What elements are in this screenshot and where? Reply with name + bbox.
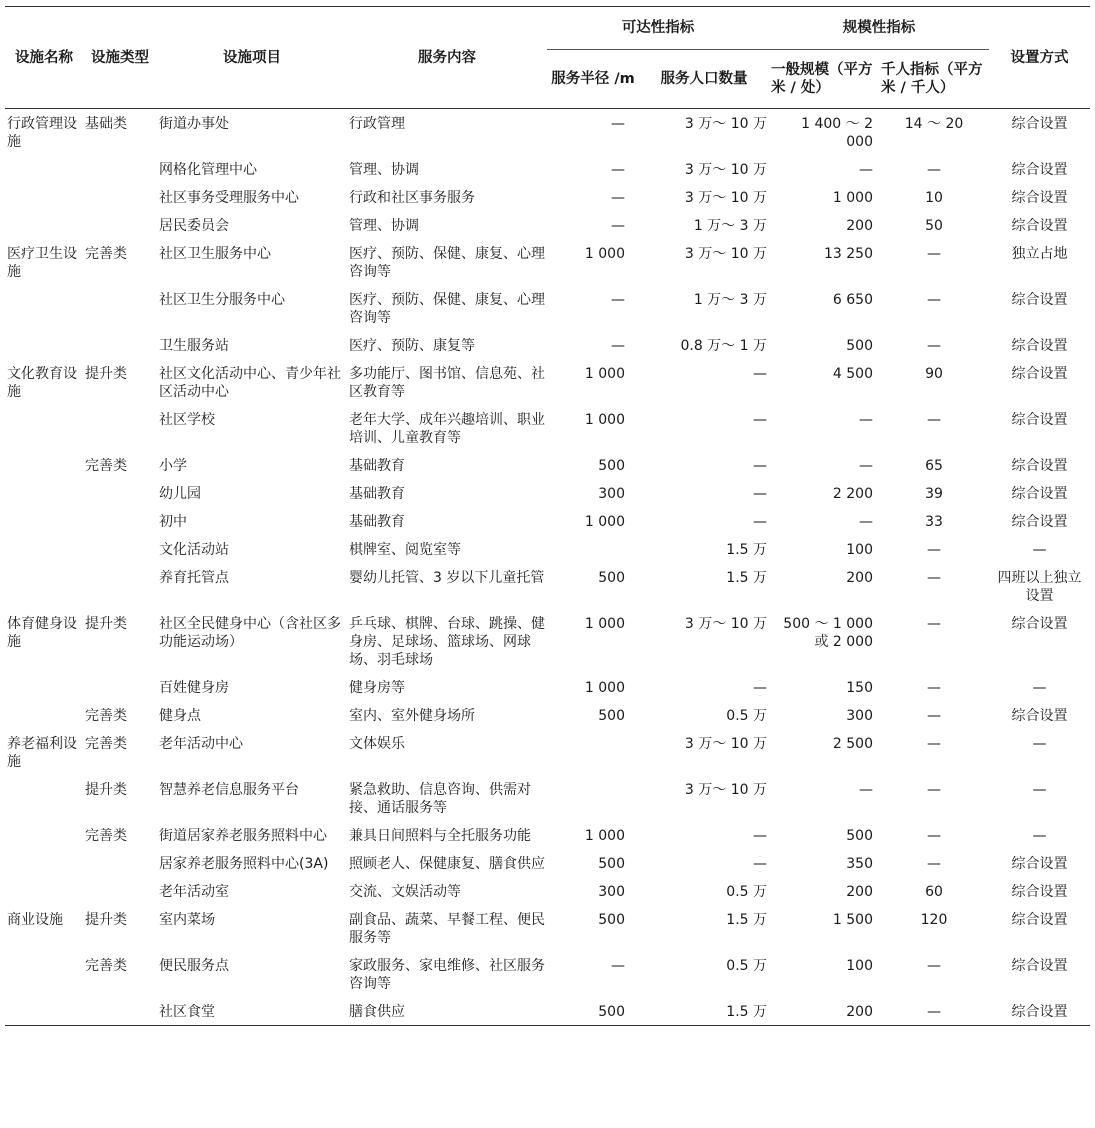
cell-facility-type: 提升类	[85, 782, 127, 798]
cell-facility-name	[5, 479, 83, 507]
cell-facility-type	[83, 507, 157, 535]
cell-service-content: 膳食供应	[347, 997, 547, 1026]
table-row	[5, 451, 1090, 479]
cell-facility-type	[83, 285, 157, 331]
cell-facility-item: 街道居家养老服务照料中心	[159, 828, 327, 844]
cell-facility-item: 文化活动站	[159, 542, 229, 558]
cell-facility-type	[83, 331, 157, 359]
cell-facility-name	[5, 183, 83, 211]
cell-service-content: 管理、协调	[349, 162, 419, 178]
table-row	[5, 775, 1090, 821]
cell-facility-item: 老年活动室	[159, 884, 229, 900]
cell-facility-type	[83, 211, 157, 239]
table-body	[5, 109, 1090, 1026]
cell-setup-method: —	[1032, 680, 1047, 696]
cell-facility-item: 社区卫生服务中心	[159, 246, 271, 262]
cell-per-thousand: —	[927, 542, 941, 558]
cell-facility-name	[5, 451, 83, 479]
cell-service-population: —	[753, 680, 767, 696]
cell-general-scale: 2 500	[832, 736, 873, 752]
cell-service-content: 行政和社区事务服务	[349, 190, 475, 206]
cell-service-radius: 1 000	[584, 412, 625, 428]
cell-facility-type	[83, 563, 157, 609]
header-name: 设施名称	[15, 49, 73, 66]
cell-service-radius: 1 000	[584, 828, 625, 844]
cell-service-population: 3 万～ 10 万	[684, 736, 767, 752]
cell-facility-type: 提升类	[85, 912, 127, 928]
cell-service-content: 管理、协调	[349, 218, 419, 234]
cell-facility-type	[83, 849, 157, 877]
table-row	[5, 359, 1090, 405]
cell-facility-item: 居民委员会	[159, 218, 229, 234]
cell-facility-name	[5, 951, 83, 997]
cell-service-population: 1 万～ 3 万	[693, 218, 767, 234]
cell-setup-method: 综合设置	[989, 997, 1090, 1026]
cell-service-population: 1.5 万	[726, 570, 767, 586]
cell-facility-type	[83, 155, 157, 183]
cell-facility-name: 行政管理设施	[7, 116, 77, 150]
table-row	[5, 673, 1090, 701]
cell-facility-item: 社区事务受理服务中心	[159, 190, 299, 206]
cell-facility-item: 社区学校	[159, 412, 215, 428]
cell-service-population: —	[753, 366, 767, 382]
cell-facility-item: 网格化管理中心	[159, 162, 257, 178]
cell-facility-item: 社区文化活动中心、青少年社区活动中心	[159, 366, 341, 400]
cell-facility-name	[5, 821, 83, 849]
cell-service-content: 婴幼儿托管、3 岁以下儿童托管	[349, 570, 545, 586]
cell-facility-name	[5, 405, 83, 451]
table-row	[5, 285, 1090, 331]
table-row	[5, 183, 1090, 211]
cell-general-scale: 200	[846, 884, 873, 900]
cell-service-population: 3 万～ 10 万	[684, 782, 767, 798]
cell-facility-item: 社区卫生分服务中心	[159, 292, 285, 308]
cell-service-population: 1.5 万	[726, 542, 767, 558]
table-row	[5, 905, 1090, 951]
cell-service-content: 医疗、预防、保健、康复、心理咨询等	[349, 292, 545, 326]
cell-service-population: —	[753, 828, 767, 844]
cell-service-radius: 500	[547, 997, 639, 1026]
cell-service-radius: 500	[598, 570, 625, 586]
cell-general-scale: 500 ～ 1 000 或 2 000	[783, 616, 873, 650]
cell-general-scale: 1 500	[832, 912, 873, 928]
cell-service-radius: —	[611, 292, 625, 308]
cell-general-scale: 4 500	[832, 366, 873, 382]
table-row	[5, 877, 1090, 905]
cell-general-scale: 13 250	[824, 246, 873, 262]
cell-per-thousand: —	[927, 412, 941, 428]
cell-general-scale: 500	[846, 338, 873, 354]
cell-per-thousand: —	[927, 570, 941, 586]
cell-service-population: —	[753, 412, 767, 428]
cell-facility-name	[5, 285, 83, 331]
cell-service-population: 0.8 万～ 1 万	[680, 338, 767, 354]
cell-setup-method: 四班以上独立设置	[997, 570, 1082, 604]
cell-service-population: 1.5 万	[639, 997, 769, 1026]
table-row	[5, 729, 1090, 775]
table-row	[5, 849, 1090, 877]
cell-setup-method: 综合设置	[1011, 218, 1068, 234]
cell-per-thousand: —	[927, 708, 941, 724]
cell-facility-name	[5, 997, 83, 1026]
cell-service-population: —	[753, 514, 767, 530]
cell-per-thousand: —	[879, 997, 989, 1026]
table-row	[5, 479, 1090, 507]
cell-setup-method: 综合设置	[1011, 958, 1068, 974]
cell-service-content: 照顾老人、保健康复、膳食供应	[349, 856, 545, 872]
cell-setup-method: 综合设置	[1011, 884, 1068, 900]
cell-facility-name	[5, 673, 83, 701]
cell-general-scale: 300	[846, 708, 873, 724]
cell-service-population: 3 万～ 10 万	[684, 246, 767, 262]
cell-service-population: 3 万～ 10 万	[684, 190, 767, 206]
cell-general-scale: 200	[846, 218, 873, 234]
cell-per-thousand: —	[927, 736, 941, 752]
cell-setup-method: 综合设置	[1011, 616, 1068, 632]
cell-setup-method: 综合设置	[1011, 514, 1068, 530]
header-method: 设置方式	[1010, 49, 1069, 66]
header-radius: 服务半径 /m	[551, 71, 635, 87]
header-pop: 服务人口数量	[660, 71, 748, 87]
cell-setup-method: 综合设置	[1011, 856, 1068, 872]
cell-service-content: 健身房等	[349, 680, 405, 696]
cell-facility-type: 完善类	[85, 736, 127, 752]
cell-service-radius: 1 000	[584, 680, 625, 696]
cell-per-thousand: 60	[925, 884, 943, 900]
cell-service-radius: —	[611, 958, 625, 974]
cell-service-population: 0.5 万	[726, 708, 767, 724]
header-group-access: 可达性指标	[547, 7, 769, 50]
cell-facility-item: 养育托管点	[159, 570, 229, 586]
cell-facility-name	[5, 535, 83, 563]
cell-facility-item: 街道办事处	[159, 116, 229, 132]
cell-service-content: 基础教育	[349, 486, 405, 502]
cell-facility-name	[5, 775, 83, 821]
cell-setup-method: —	[1032, 828, 1047, 844]
cell-facility-name	[5, 701, 83, 729]
cell-facility-type	[83, 673, 157, 701]
cell-service-radius: —	[611, 190, 625, 206]
cell-service-content: 棋牌室、阅览室等	[349, 542, 461, 558]
cell-per-thousand: —	[927, 162, 941, 178]
cell-facility-type: 提升类	[85, 616, 127, 632]
cell-facility-item: 健身点	[159, 708, 201, 724]
cell-service-content: 基础教育	[349, 458, 405, 474]
cell-setup-method: —	[1032, 736, 1047, 752]
cell-facility-item: 智慧养老信息服务平台	[159, 782, 299, 798]
header-item: 设施项目	[223, 49, 281, 66]
cell-facility-item: 小学	[159, 458, 187, 474]
table-row	[5, 701, 1090, 729]
cell-facility-type: 完善类	[85, 958, 127, 974]
cell-per-thousand: —	[927, 338, 941, 354]
table-row	[5, 331, 1090, 359]
cell-service-population: 0.5 万	[726, 958, 767, 974]
cell-facility-name: 文化教育设施	[7, 366, 77, 400]
cell-general-scale: 350	[846, 856, 873, 872]
cell-setup-method: 综合设置	[1011, 486, 1068, 502]
cell-service-content: 医疗、预防、康复等	[349, 338, 475, 354]
cell-service-radius: 500	[598, 708, 625, 724]
cell-per-thousand: 10	[925, 190, 943, 206]
cell-service-radius	[547, 535, 639, 563]
cell-facility-name: 医疗卫生设施	[7, 246, 77, 280]
cell-service-content: 交流、文娱活动等	[349, 884, 461, 900]
cell-setup-method: —	[1032, 542, 1047, 558]
cell-service-radius	[547, 775, 639, 821]
cell-facility-name	[5, 211, 83, 239]
cell-facility-type	[83, 405, 157, 451]
cell-facility-type: 完善类	[85, 246, 127, 262]
cell-service-population: 3 万～ 10 万	[684, 162, 767, 178]
cell-service-content: 多功能厅、图书馆、信息苑、社区教育等	[349, 366, 545, 400]
header-content: 服务内容	[418, 49, 476, 66]
cell-setup-method: 综合设置	[1011, 162, 1068, 178]
cell-service-content: 行政管理	[349, 116, 405, 132]
cell-service-content: 室内、室外健身场所	[349, 708, 475, 724]
cell-setup-method: 综合设置	[1011, 912, 1068, 928]
cell-facility-item: 便民服务点	[159, 958, 229, 974]
cell-per-thousand: —	[927, 292, 941, 308]
cell-facility-type: 基础类	[85, 116, 127, 132]
cell-service-content: 医疗、预防、保健、康复、心理咨询等	[349, 246, 545, 280]
cell-general-scale: 500	[846, 828, 873, 844]
header-type: 设施类型	[91, 49, 149, 66]
cell-facility-type	[83, 997, 157, 1026]
table-row	[5, 535, 1090, 563]
table-row	[5, 109, 1090, 156]
cell-per-thousand: —	[927, 246, 941, 262]
cell-facility-item: 百姓健身房	[159, 680, 229, 696]
cell-setup-method: 独立占地	[1011, 246, 1068, 262]
cell-service-radius: 1 000	[584, 616, 625, 632]
cell-service-population: 1.5 万	[726, 912, 767, 928]
cell-setup-method: 综合设置	[1011, 116, 1068, 132]
cell-facility-name: 体育健身设施	[7, 616, 77, 650]
cell-service-radius: 500	[598, 458, 625, 474]
table-row	[5, 155, 1090, 183]
cell-service-population: —	[753, 486, 767, 502]
cell-facility-name	[5, 331, 83, 359]
cell-service-population: 3 万～ 10 万	[684, 116, 767, 132]
cell-per-thousand: —	[927, 782, 941, 798]
cell-general-scale: 100	[846, 958, 873, 974]
cell-per-thousand: 65	[925, 458, 943, 474]
cell-service-radius: —	[611, 162, 625, 178]
table-row	[5, 821, 1090, 849]
table-row	[5, 997, 1090, 1026]
cell-per-thousand: —	[927, 616, 941, 632]
cell-facility-type: 完善类	[85, 458, 127, 474]
cell-per-thousand: —	[927, 828, 941, 844]
cell-per-thousand: 120	[920, 912, 948, 928]
cell-service-content: 副食品、蔬菜、早餐工程、便民服务等	[349, 912, 545, 946]
cell-facility-type	[83, 535, 157, 563]
cell-service-content: 文体娱乐	[349, 736, 405, 752]
cell-setup-method: —	[1032, 782, 1047, 798]
cell-facility-item: 老年活动中心	[159, 736, 243, 752]
table-row	[5, 239, 1090, 285]
cell-service-population: —	[753, 856, 767, 872]
cell-facility-name	[5, 877, 83, 905]
cell-facility-item: 卫生服务站	[159, 338, 229, 354]
cell-per-thousand: —	[927, 958, 941, 974]
cell-setup-method: 综合设置	[1011, 366, 1068, 382]
cell-service-population: 1 万～ 3 万	[693, 292, 767, 308]
cell-facility-type: 提升类	[85, 366, 127, 382]
cell-setup-method: 综合设置	[1011, 458, 1068, 474]
cell-facility-name: 商业设施	[7, 912, 63, 928]
cell-facility-item: 社区食堂	[157, 997, 347, 1026]
cell-per-thousand: 90	[925, 366, 943, 382]
cell-service-content: 基础教育	[349, 514, 405, 530]
cell-facility-type: 完善类	[85, 828, 127, 844]
cell-facility-name	[5, 155, 83, 183]
cell-general-scale: 1 000	[832, 190, 873, 206]
cell-general-scale: 200	[769, 997, 879, 1026]
cell-general-scale: 2 200	[832, 486, 873, 502]
cell-facility-type	[83, 479, 157, 507]
table-row	[5, 951, 1090, 997]
cell-service-radius: —	[611, 116, 625, 132]
cell-per-thousand: 33	[925, 514, 943, 530]
cell-service-radius: —	[611, 218, 625, 234]
header-per1000: 千人指标（平方米 / 千人）	[881, 62, 983, 96]
cell-service-radius: 1 000	[584, 366, 625, 382]
cell-service-radius: 500	[598, 912, 625, 928]
cell-setup-method: 综合设置	[1011, 190, 1068, 206]
cell-setup-method: 综合设置	[1011, 338, 1068, 354]
cell-setup-method: 综合设置	[1011, 412, 1068, 428]
cell-per-thousand: —	[927, 680, 941, 696]
cell-setup-method: 综合设置	[1011, 708, 1068, 724]
cell-facility-item: 初中	[159, 514, 187, 530]
header-scale: 一般规模（平方米 / 处）	[771, 62, 873, 96]
cell-general-scale: 100	[846, 542, 873, 558]
cell-service-population: —	[753, 458, 767, 474]
cell-setup-method: 综合设置	[1011, 292, 1068, 308]
cell-general-scale: 200	[846, 570, 873, 586]
cell-per-thousand: 50	[925, 218, 943, 234]
cell-facility-name	[5, 849, 83, 877]
cell-facility-name	[5, 563, 83, 609]
cell-general-scale: —	[859, 412, 873, 428]
cell-service-radius: 500	[598, 856, 625, 872]
table-row	[5, 507, 1090, 535]
cell-facility-item: 社区全民健身中心（含社区多功能运动场）	[159, 616, 341, 650]
cell-service-content: 紧急救助、信息咨询、供需对接、通话服务等	[349, 782, 531, 816]
cell-facility-name: 养老福利设施	[7, 736, 77, 770]
cell-general-scale: 6 650	[832, 292, 873, 308]
cell-service-population: 0.5 万	[726, 884, 767, 900]
table-row	[5, 211, 1090, 239]
cell-general-scale: —	[859, 162, 873, 178]
cell-per-thousand: —	[927, 856, 941, 872]
facilities-table	[5, 6, 1090, 1026]
cell-facility-item: 室内菜场	[159, 912, 215, 928]
cell-facility-item: 幼儿园	[159, 486, 201, 502]
table-row	[5, 563, 1090, 609]
cell-general-scale: —	[859, 514, 873, 530]
cell-general-scale: —	[859, 458, 873, 474]
cell-service-content: 老年大学、成年兴趣培训、职业培训、儿童教育等	[349, 412, 545, 446]
cell-general-scale: 1 400 ～ 2 000	[801, 116, 873, 150]
cell-per-thousand: 39	[925, 486, 943, 502]
cell-service-content: 乒乓球、棋牌、台球、跳操、健身房、足球场、篮球场、网球场、羽毛球场	[349, 616, 545, 668]
cell-per-thousand: 14 ～ 20	[904, 116, 964, 132]
cell-service-radius: 300	[598, 486, 625, 502]
cell-service-content: 兼具日间照料与全托服务功能	[349, 828, 531, 844]
cell-service-radius: 300	[598, 884, 625, 900]
cell-service-content: 家政服务、家电维修、社区服务咨询等	[349, 958, 545, 992]
cell-general-scale: —	[859, 782, 873, 798]
cell-facility-type	[83, 877, 157, 905]
cell-facility-type: 完善类	[85, 708, 127, 724]
cell-facility-type	[83, 183, 157, 211]
cell-facility-name	[5, 507, 83, 535]
cell-service-population: 3 万～ 10 万	[684, 616, 767, 632]
cell-service-radius: 1 000	[584, 514, 625, 530]
cell-service-radius: 1 000	[584, 246, 625, 262]
table-row	[5, 405, 1090, 451]
header-group-scale: 规模性指标	[769, 7, 989, 50]
cell-service-radius	[547, 729, 639, 775]
cell-general-scale: 150	[846, 680, 873, 696]
cell-facility-item: 居家养老服务照料中心(3A)	[159, 856, 329, 872]
table-row	[5, 609, 1090, 673]
cell-service-radius: —	[611, 338, 625, 354]
table-header	[5, 7, 1090, 109]
